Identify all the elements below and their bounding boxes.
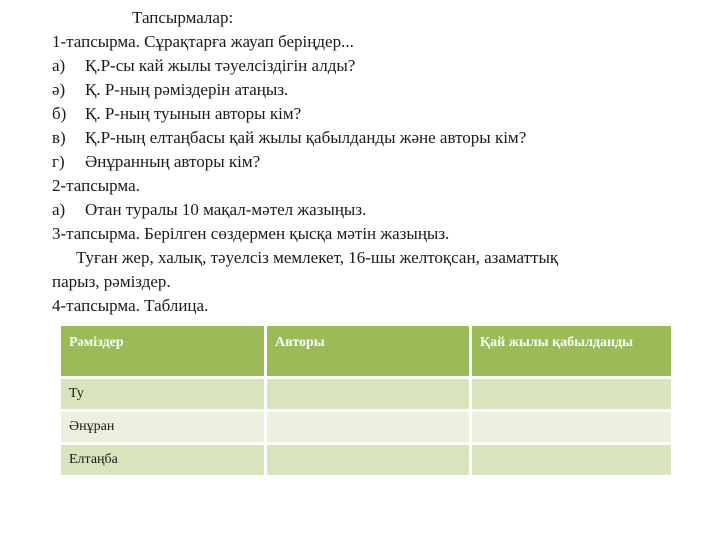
question-text: Қ.Р-сы кай жылы тәуелсіздігін алды? xyxy=(85,56,356,75)
list-marker: а) xyxy=(52,200,66,219)
task3-heading: 3-тапсырма. Берілген сөздермен қысқа мәтін жазыңыз. xyxy=(52,224,450,243)
question-text: Қ.Р-ның елтаңбасы қай жылы қабылданды және авторы кім? xyxy=(85,128,527,147)
document-body xyxy=(52,6,692,318)
table-row xyxy=(61,412,671,442)
column-header-symbols: Рәміздер xyxy=(61,326,264,376)
list-item xyxy=(52,102,692,126)
table-cell: Ту xyxy=(61,379,264,409)
list-item xyxy=(52,78,692,102)
table-cell xyxy=(472,379,671,409)
list-marker: б) xyxy=(52,104,67,123)
table-row xyxy=(61,379,671,409)
table-cell xyxy=(472,445,671,475)
task3-words-continued: парыз, рәміздер. xyxy=(52,272,171,291)
table-cell: Әнұран xyxy=(61,412,264,442)
page-title: Тапсырмалар: xyxy=(132,8,234,27)
table-cell xyxy=(267,412,469,442)
table-header-row xyxy=(61,326,671,376)
list-item xyxy=(52,198,692,222)
column-header-year: Қай жылы қабылданды xyxy=(472,326,671,376)
list-marker: г) xyxy=(52,152,65,171)
list-marker: а) xyxy=(52,56,66,75)
question-text: Қ. Р-ның рәміздерін атаңыз. xyxy=(85,80,289,99)
table-row xyxy=(61,445,671,475)
table-cell xyxy=(267,379,469,409)
column-header-authors: Авторы xyxy=(267,326,469,376)
list-item xyxy=(52,150,692,174)
list-item xyxy=(52,54,692,78)
question-text: Әнұранның авторы кім? xyxy=(85,152,261,171)
list-marker: в) xyxy=(52,128,66,147)
task-text: Отан туралы 10 мақал-мәтел жазыңыз. xyxy=(85,200,367,219)
symbols-table xyxy=(58,323,674,478)
table-cell: Елтаңба xyxy=(61,445,264,475)
table-cell xyxy=(472,412,671,442)
list-item xyxy=(52,126,692,150)
task4-heading: 4-тапсырма. Таблица. xyxy=(52,296,209,315)
task3-words: Туған жер, халық, тәуелсіз мемлекет, 16-шы желтоқсан, азаматтық xyxy=(76,248,559,267)
task1-heading: 1-тапсырма. Сұрақтарға жауап беріңдер... xyxy=(52,32,354,51)
list-marker: ә) xyxy=(52,80,66,99)
question-text: Қ. Р-ның туынын авторы кім? xyxy=(85,104,302,123)
table-cell xyxy=(267,445,469,475)
task2-heading: 2-тапсырма. xyxy=(52,176,140,195)
